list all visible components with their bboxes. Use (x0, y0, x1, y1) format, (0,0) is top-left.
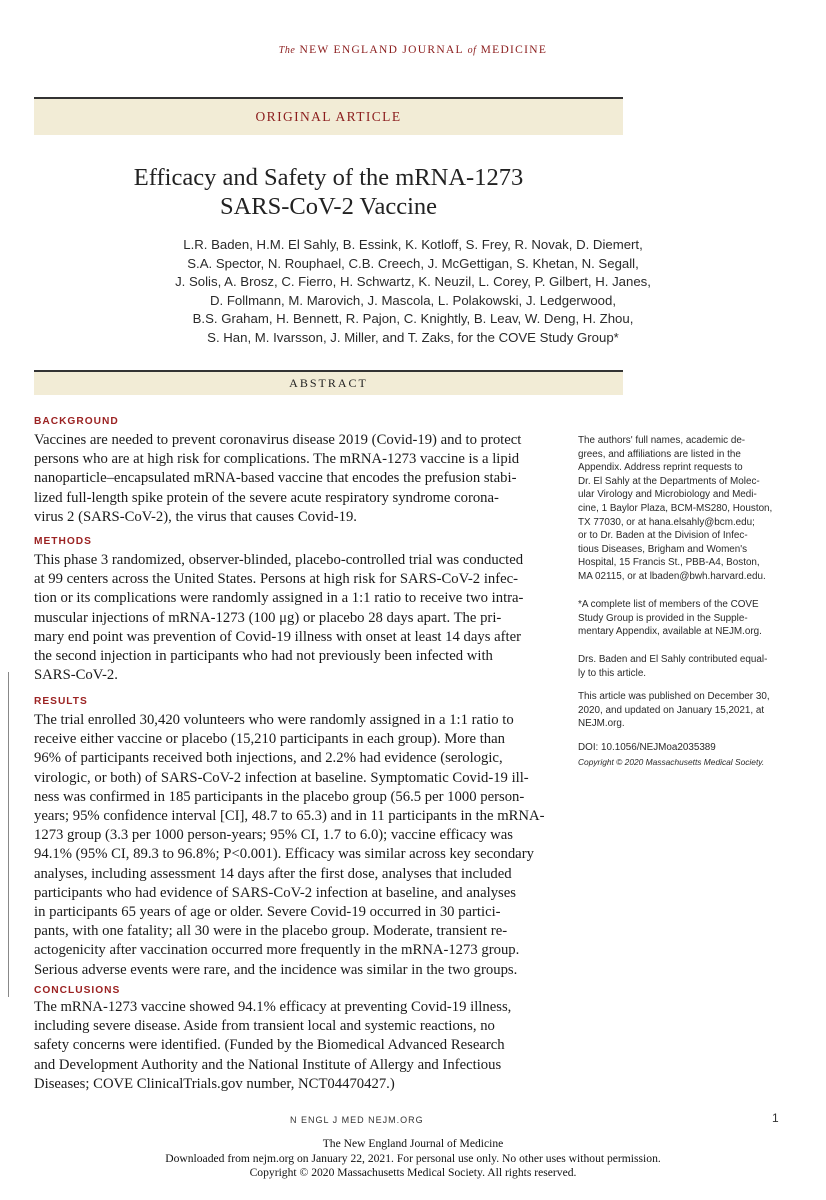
sidebar-line: 2020, and updated on January 15,2021, at (578, 704, 765, 716)
background-heading: BACKGROUND (34, 416, 119, 427)
results-text (34, 711, 569, 980)
page-number: 1 (772, 1111, 779, 1125)
author-line: S. Han, M. Ivarsson, J. Miller, and T. Zaks, for the COVE Study Group* (207, 329, 619, 345)
title-line: SARS-CoV-2 Vaccine (219, 193, 438, 220)
text-line: tion or its complications were randomly assigned in a 1:1 ratio to receive two intra- (34, 590, 524, 607)
sidebar-line: This article was published on December 30, (578, 691, 770, 702)
sidebar-line: ly to this article. (578, 667, 647, 679)
sidebar-line: Appendix. Address reprint requests to (578, 462, 743, 474)
text-line: nanoparticle–encapsulated mRNA-based vaccine that encodes the prefusion stabi- (34, 470, 517, 487)
notice-line: Copyright © 2020 Massachusetts Medical Society. All rights reserved. (249, 1166, 577, 1180)
author-affiliations-note (578, 434, 796, 584)
methods-heading: METHODS (34, 536, 92, 547)
page-margin-rule (8, 672, 9, 997)
text-line: ness was confirmed in 185 participants in the placebo group (56.5 per 1000 person- (34, 788, 525, 805)
journal-citation: N ENGL J MED NEJM.ORG (290, 1115, 424, 1125)
author-line: D. Follmann, M. Marovich, J. Mascola, L. Polakowski, J. Ledgerwood, (209, 292, 617, 308)
title-line: Efficacy and Safety of the mRNA-1273 (133, 164, 524, 191)
author-list (0, 236, 826, 348)
equal-contribution-note (578, 653, 796, 680)
sidebar-line: grees, and affiliations are listed in the (578, 448, 741, 460)
text-line: in participants 65 years of age or older. Severe Covid-19 occurred in 30 partici- (34, 904, 501, 921)
sidebar-line: MA 02115, or at lbaden@bwh.harvard.edu. (578, 570, 766, 582)
text-line: Diseases; COVE ClinicalTrials.gov number, NCT04470427.) (34, 1075, 395, 1092)
background-text (34, 431, 569, 527)
abstract-banner (34, 370, 623, 395)
text-line: mary end point was prevention of Covid-19 illness with onset at least 14 days after (34, 628, 522, 645)
download-notice (0, 1137, 826, 1181)
text-line: This phase 3 randomized, observer-blinded, placebo-controlled trial was conducted (34, 552, 524, 568)
sidebar-line: *A complete list of members of the COVE (578, 599, 759, 610)
author-line: L.R. Baden, H.M. El Sahly, B. Essink, K. Kotloff, S. Frey, R. Novak, D. Diemert, (183, 237, 643, 252)
author-line: B.S. Graham, H. Bennett, R. Pajon, C. Knightly, B. Leav, W. Deng, H. Zhou, (192, 311, 634, 327)
text-line: Vaccines are needed to prevent coronavirus disease 2019 (Covid-19) and to protect (34, 432, 522, 448)
text-line: safety concerns were identified. (Funded by the Biomedical Advanced Research (34, 1037, 505, 1054)
abstract-label: ABSTRACT (289, 376, 368, 390)
doi-link[interactable]: DOI: 10.1056/NEJMoa2035389 (578, 742, 716, 753)
text-line: pants, with one fatality; all 30 were in the placebo group. Moderate, transient re- (34, 923, 508, 940)
text-line: The mRNA-1273 vaccine showed 94.1% efficacy at preventing Covid-19 illness, (34, 999, 512, 1015)
text-line: 1273 group (3.3 per 1000 person-years; 95% CI, 1.7 to 6.0); vaccine efficacy was (34, 827, 513, 844)
text-line: 96% of participants received both injections, and 2.2% had evidence (serologic, (34, 750, 503, 767)
text-line: actogenicity after vaccination occurred more frequently in the mRNA-1273 group. (34, 942, 520, 959)
sidebar-line: NEJM.org. (578, 718, 625, 730)
journal-header-name: NEW ENGLAND JOURNAL (299, 44, 464, 56)
text-line: at 99 centers across the United States. Persons at high risk for SARS-CoV-2 infec- (34, 571, 519, 588)
text-line: 94.1% (95% CI, 89.3 to 96.8%; P<0.001). Efficacy was similar across key secondary (34, 846, 534, 863)
notice-line: The New England Journal of Medicine (322, 1137, 504, 1150)
sidebar-line: mentary Appendix, available at NEJM.org. (578, 626, 762, 638)
text-line: persons who are at high risk for complications. The mRNA-1273 vaccine is a lipid (34, 451, 520, 468)
sidebar-line: tious Diseases, Brigham and Women's (578, 543, 748, 555)
text-line: participants who had evidence of SARS-CoV-2 infection at baseline, and analyses (34, 884, 516, 901)
notice-line: Downloaded from nejm.org on January 22, 2021. For personal use only. No other uses without permission. (165, 1151, 661, 1165)
author-line: S.A. Spector, N. Rouphael, C.B. Creech, J. McGettigan, S. Khetan, N. Segall, (187, 255, 639, 271)
text-line: including severe disease. Aside from transient local and systemic reactions, no (34, 1018, 495, 1035)
text-line: analyses, including assessment 14 days after the first dose, analyses that included (34, 865, 512, 882)
article-type-label: ORIGINAL ARTICLE (255, 109, 402, 124)
article-title (34, 163, 623, 221)
text-line: virus 2 (SARS-CoV-2), the virus that causes Covid-19. (34, 508, 357, 525)
sidebar-line: Drs. Baden and El Sahly contributed equal- (578, 654, 768, 665)
text-line: and Development Authority and the National Institute of Allergy and Infectious (34, 1056, 502, 1073)
sidebar-line: Study Group is provided in the Supple- (578, 612, 748, 624)
text-line: the second injection in participants who had not previously been infected with (34, 648, 493, 665)
text-line: The trial enrolled 30,420 volunteers who were randomly assigned in a 1:1 ratio to (34, 712, 514, 728)
sidebar-line: Dr. El Sahly at the Departments of Molec- (578, 475, 760, 487)
conclusions-text (34, 998, 569, 1094)
article-type-banner (34, 97, 623, 135)
text-line: muscular injections of mRNA-1273 (100 μg) or placebo 28 days apart. The pri- (34, 609, 502, 626)
sidebar-line: cine, 1 Baylor Plaza, BCM-MS280, Houston, (578, 502, 773, 514)
sidebar-line: Hospital, 15 Francis St., PBB-A4, Boston, (578, 557, 760, 569)
text-line: years; 95% confidence interval [CI], 48.7 to 65.3) and in 11 participants in the mRNA- (34, 808, 545, 825)
journal-header (0, 44, 826, 56)
text-line: SARS-CoV-2. (34, 667, 118, 684)
cove-study-group-note (578, 598, 796, 639)
journal-header-of: of (467, 45, 477, 56)
sidebar-line: ular Virology and Microbiology and Medi- (578, 489, 757, 501)
text-line: virologic, or both) of SARS-CoV-2 infection at baseline. Symptomatic Covid-19 ill- (34, 769, 529, 786)
sidebar-line: The authors' full names, academic de- (578, 435, 746, 446)
methods-text (34, 551, 569, 685)
text-line: lized full-length spike protein of the severe acute respiratory syndrome corona- (34, 489, 499, 506)
text-line: Serious adverse events were rare, and the incidence was similar in the two groups. (34, 961, 518, 978)
sidebar-line: or to Dr. Baden at the Division of Infec- (578, 530, 748, 542)
results-heading: RESULTS (34, 696, 88, 707)
journal-header-the: The (278, 45, 296, 56)
sidebar-line: TX 77030, or at hana.elsahly@bcm.edu; (578, 516, 755, 528)
journal-header-medicine: MEDICINE (480, 44, 548, 56)
text-line: receive either vaccine or placebo (15,210 participants in each group). More than (34, 731, 506, 748)
conclusions-heading: CONCLUSIONS (34, 985, 121, 996)
copyright-note: Copyright © 2020 Massachusetts Medical Society. (578, 757, 765, 767)
publication-note (578, 690, 796, 731)
author-line: J. Solis, A. Brosz, C. Fierro, H. Schwartz, K. Neuzil, L. Corey, P. Gilbert, H. Janes, (175, 274, 651, 290)
